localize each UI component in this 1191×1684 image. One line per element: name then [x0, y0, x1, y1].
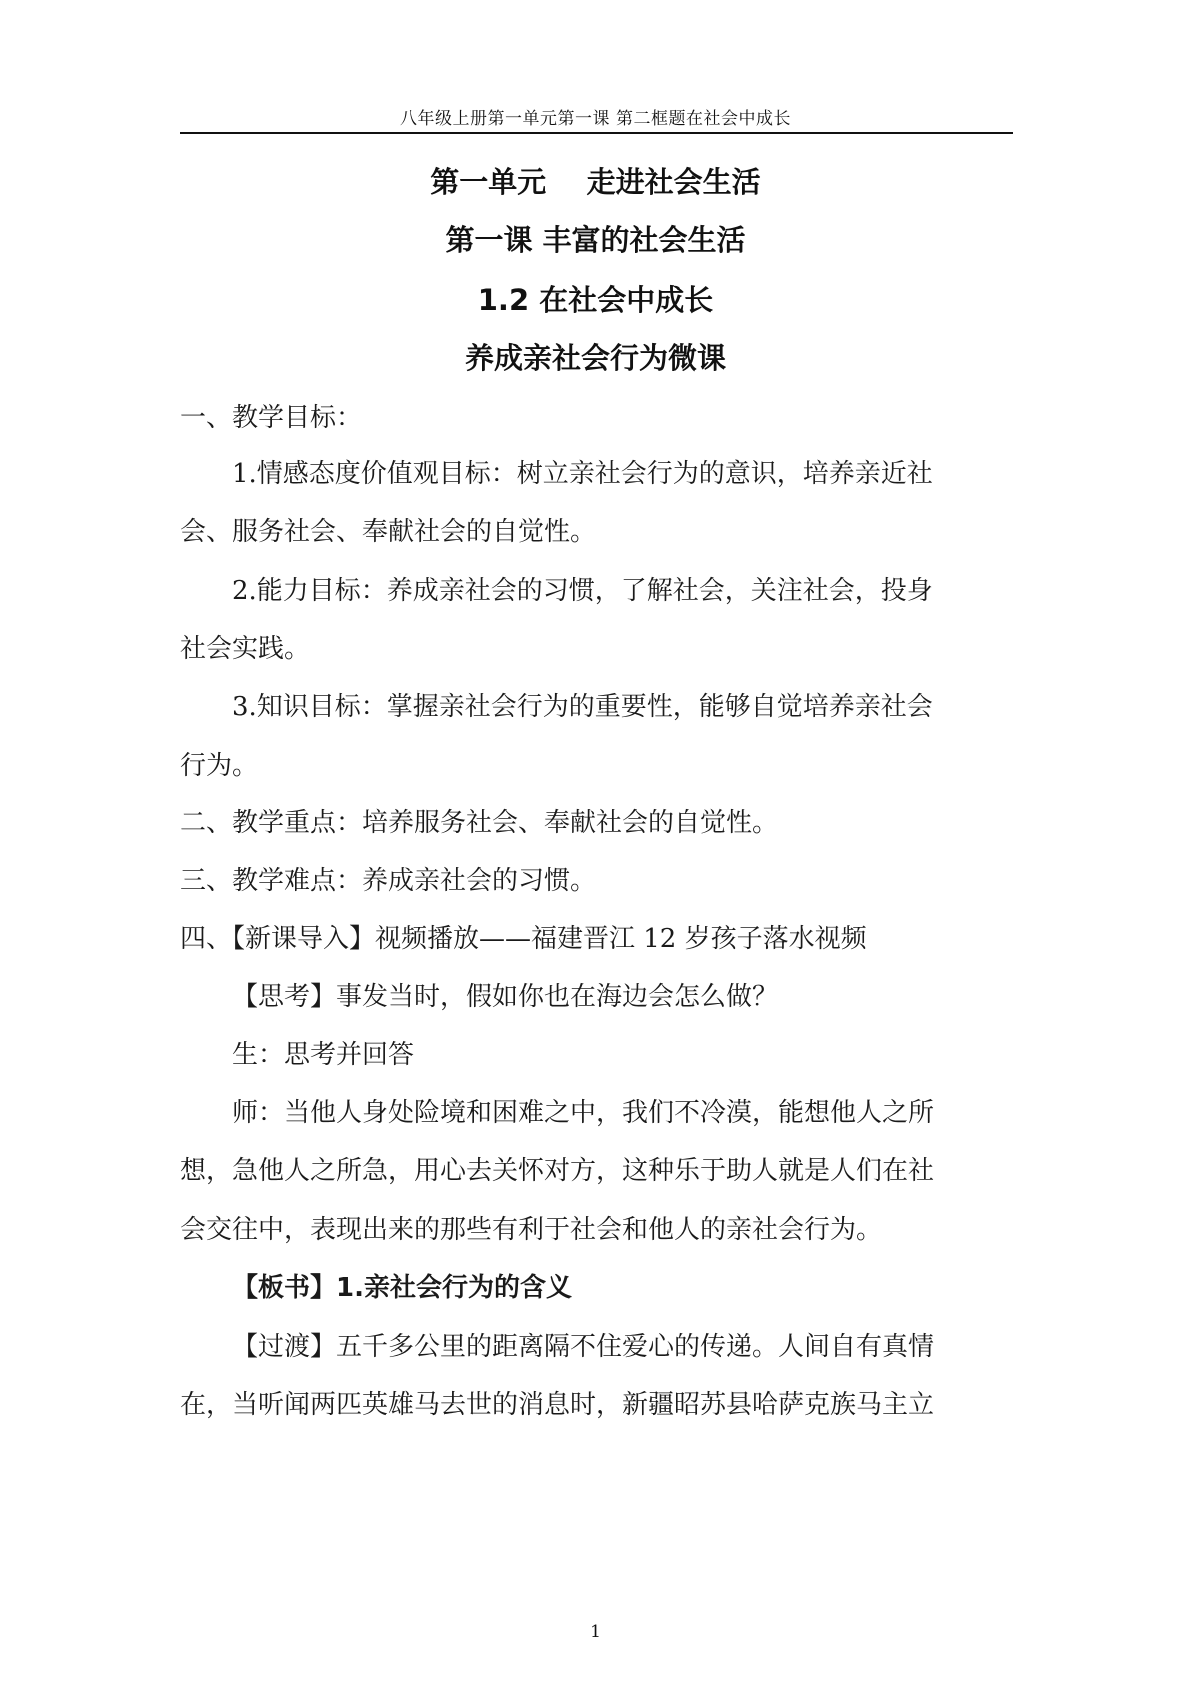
- page-number: 1: [590, 1622, 601, 1642]
- lesson-title: 第一课 丰富的社会生活: [445, 223, 746, 257]
- objective-1-line-1: 1.情感态度价值观目标：树立亲社会行为的意识，培养亲近社: [232, 459, 933, 489]
- teacher-line-1: 师：当他人身处险境和困难之中，我们不冷漠，能想他人之所: [232, 1098, 935, 1128]
- student-response: 生：思考并回答: [232, 1040, 415, 1070]
- topic-title: 养成亲社会行为微课: [464, 341, 726, 375]
- objective-2-line-1: 2.能力目标：养成亲社会的习惯，了解社会，关注社会，投身: [232, 576, 933, 606]
- teacher-line-3: 会交往中，表现出来的那些有利于社会和他人的亲社会行为。: [180, 1215, 883, 1245]
- transition-line-1: 【过渡】五千多公里的距离隔不住爱心的传递。人间自有真情: [232, 1332, 935, 1362]
- objective-3-line-1: 3.知识目标：掌握亲社会行为的重要性，能够自觉培养亲社会: [232, 692, 933, 722]
- think-prompt: 【思考】事发当时，假如你也在海边会怎么做？: [232, 982, 779, 1012]
- difficulty: 三、教学难点：养成亲社会的习惯。: [180, 866, 597, 896]
- unit-title: 第一单元 走进社会生活: [430, 165, 761, 199]
- teacher-line-2: 想，急他人之所急，用心去关怀对方，这种乐于助人就是人们在社: [180, 1156, 935, 1186]
- objective-3-line-2: 行为。: [180, 751, 259, 781]
- objective-1-line-2: 会、服务社会、奉献社会的自觉性。: [180, 517, 597, 547]
- objective-2-line-2: 社会实践。: [180, 634, 311, 664]
- transition-line-2: 在，当听闻两匹英雄马去世的消息时，新疆昭苏县哈萨克族马主立: [180, 1390, 935, 1420]
- section-title: 1.2 在社会中成长: [477, 283, 714, 317]
- new-lesson-intro: 四、【新课导入】视频播放——福建晋江 12 岁孩子落水视频: [180, 924, 867, 954]
- board-note: 【板书】1.亲社会行为的含义: [232, 1273, 572, 1303]
- key-point: 二、教学重点：培养服务社会、奉献社会的自觉性。: [180, 808, 779, 838]
- running-header: 八年级上册第一单元第一课 第二框题在社会中成长: [400, 109, 791, 129]
- objectives-heading: 一、教学目标：: [180, 403, 363, 433]
- header-rule: [180, 132, 1013, 134]
